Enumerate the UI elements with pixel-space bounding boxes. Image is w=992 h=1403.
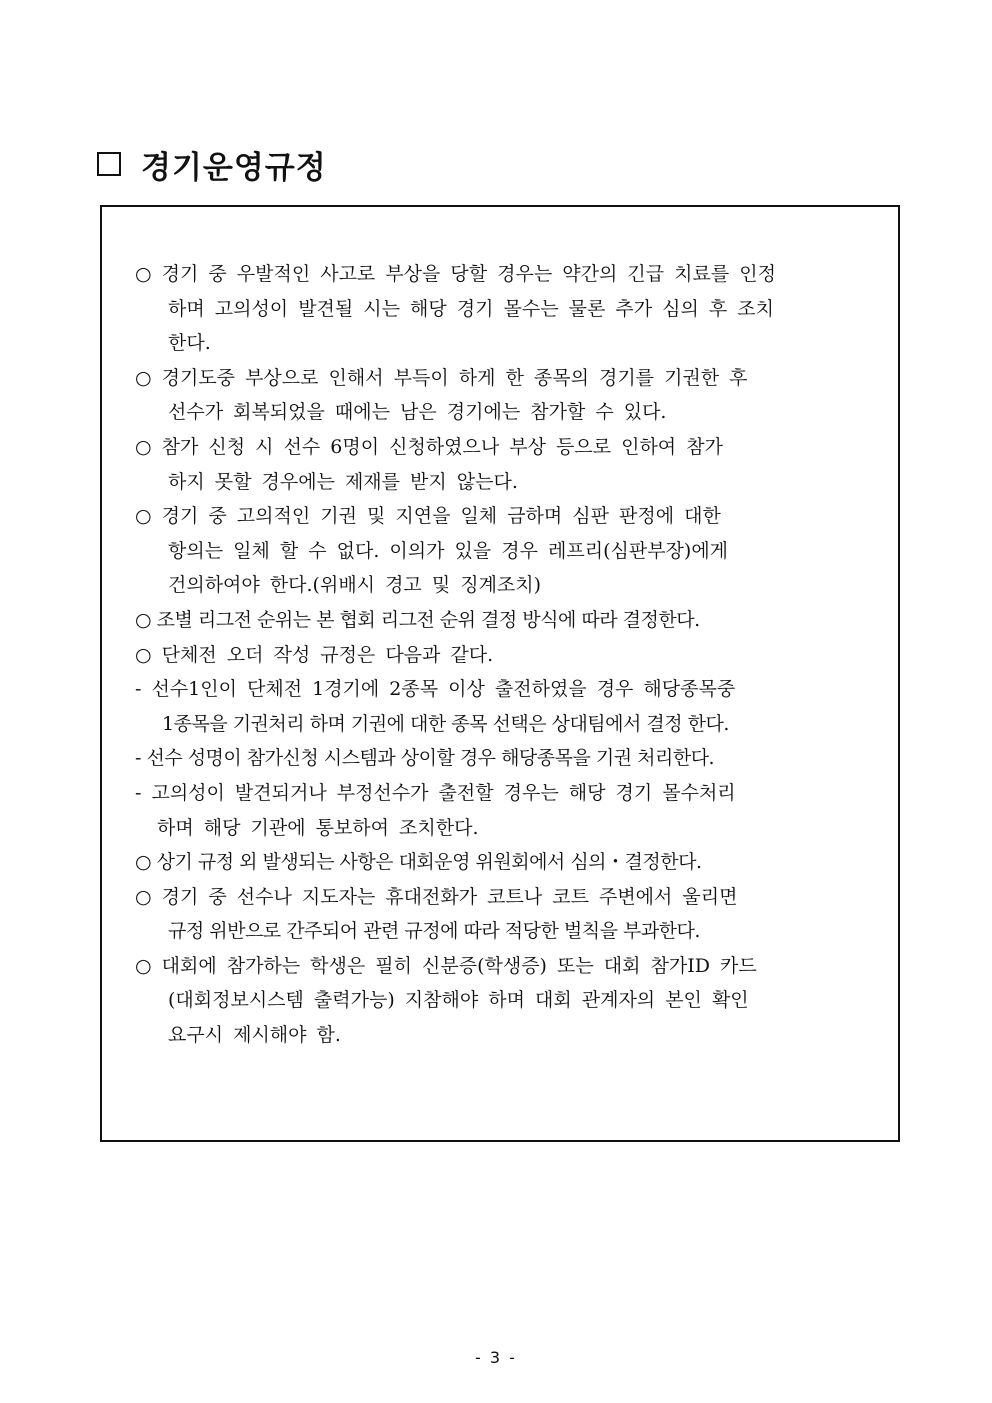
rule-line: - 고의성이 발견되거나 부정선수가 출전할 경우는 해당 경기 몰수처리 xyxy=(135,781,736,804)
rule-line: (대회정보시스템 출력가능) 지참해야 하며 대회 관계자의 본인 확인 xyxy=(168,989,749,1012)
rule-line: 하지 못할 경우에는 제재를 받지 않는다. xyxy=(168,470,518,493)
rule-line: ○ 경기 중 우발적인 사고로 부상을 당할 경우는 약간의 긴급 치료를 인정 xyxy=(135,263,776,285)
rule-line: 규정 위반으로 간주되어 관련 규정에 따라 적당한 벌칙을 부과한다. xyxy=(168,920,700,943)
rule-line: ○ 경기 중 선수나 지도자는 휴대전화가 코트나 코트 주변에서 울리면 xyxy=(135,885,738,908)
rule-line: - 선수1인이 단체전 1경기에 2종목 이상 출전하였을 경우 해당종목중 xyxy=(135,678,736,701)
rule-line: 건의하여야 한다.(위배시 경고 및 징계조치) xyxy=(168,574,542,597)
page-number: - 3 - xyxy=(475,1348,517,1367)
rules-list xyxy=(135,257,887,1053)
rule-line: ○ 조별 리그전 순위는 본 협회 리그전 순위 결정 방식에 따라 결정한다. xyxy=(135,608,700,631)
rule-line: 선수가 회복되었을 때에는 남은 경기에는 참가할 수 있다. xyxy=(168,401,667,424)
rule-line: ○ 경기 중 고의적인 기권 및 지연을 일체 금하며 심판 판정에 대한 xyxy=(135,505,721,528)
rule-line: 하며 해당 기관에 통보하여 조치한다. xyxy=(157,816,479,839)
rule-line: 항의는 일체 할 수 없다. 이의가 있을 경우 레프리(심판부장)에게 xyxy=(168,539,729,562)
section-title-text: 경기운영규정 xyxy=(141,149,327,186)
rule-line: ○ 단체전 오더 작성 규정은 다음과 같다. xyxy=(135,643,494,666)
rule-line: ○ 참가 신청 시 선수 6명이 신청하였으나 부상 등으로 인하여 참가 xyxy=(135,435,723,458)
rule-line: 요구시 제시해야 함. xyxy=(168,1024,341,1047)
section-title xyxy=(97,140,327,188)
rule-line: ○ 경기도중 부상으로 인해서 부득이 하게 한 종목의 경기를 기권한 후 xyxy=(135,366,748,389)
rule-line: 1종목을 기권처리 하며 기권에 대한 종목 선택은 상대팀에서 결정 한다. xyxy=(162,712,729,735)
rule-line: 하며 고의성이 발견될 시는 해당 경기 몰수는 물론 추가 심의 후 조치 xyxy=(168,297,774,320)
rule-line: ○ 상기 규정 외 발생되는 사항은 대회운영 위원회에서 심의・결정한다. xyxy=(135,851,702,874)
rule-line: - 선수 성명이 참가신청 시스템과 상이할 경우 해당종목을 기권 처리한다. xyxy=(135,747,715,770)
rule-line: 한다. xyxy=(168,332,211,355)
checkbox-square-icon xyxy=(97,152,121,176)
rule-line: ○ 대회에 참가하는 학생은 필히 신분증(학생증) 또는 대회 참가ID 카드 xyxy=(135,954,757,977)
